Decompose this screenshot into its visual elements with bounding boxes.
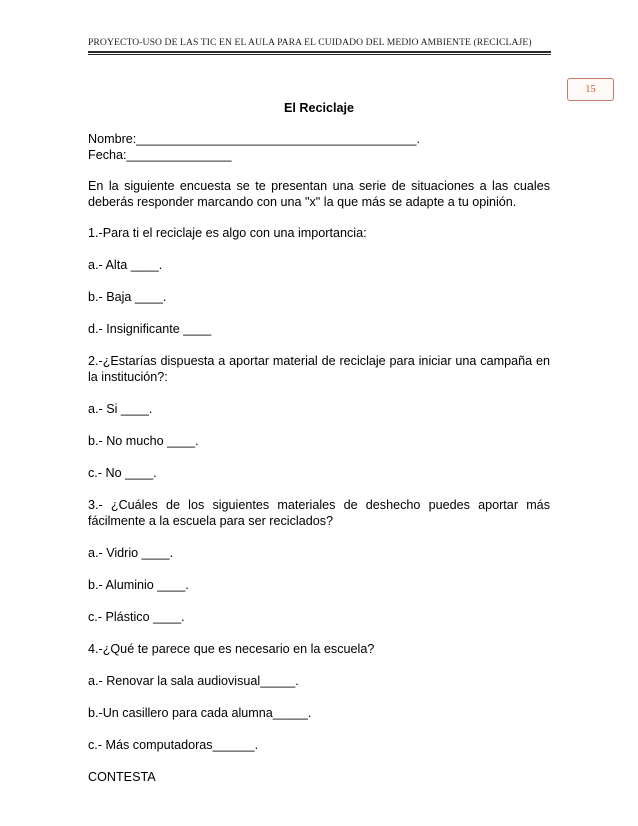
question-4-option-c: c.- Más computadoras______. [88, 738, 259, 752]
survey-intro: En la siguiente encuesta se te presentan una serie de situaciones a las cuales deberás responder marcando con una "x" la que más se adapte a tu opinión. [88, 179, 550, 209]
question-2-option-b: b.- No mucho ____. [88, 434, 199, 448]
header-rule-thick [88, 51, 551, 53]
page-header: PROYECTO-USO DE LAS TIC EN EL AULA PARA EL CUIDADO DEL MEDIO AMBIENTE (RECICLAJE) [88, 37, 532, 48]
question-1: 1.-Para ti el reciclaje es algo con una importancia: [88, 226, 367, 240]
name-field: Nombre:________________________________________. [88, 132, 420, 146]
question-3-option-c: c.- Plástico ____. [88, 610, 185, 624]
question-2: 2.-¿Estarías dispuesta a aportar material de reciclaje para iniciar una campaña en la institución?: [88, 354, 550, 384]
question-3: 3.- ¿Cuáles de los siguientes materiales de deshecho puedes aportar más fácilmente a la escuela para ser reciclados? [88, 498, 550, 528]
date-field: Fecha:_______________ [88, 148, 232, 162]
page-number-badge: 15 [567, 78, 614, 101]
question-4-option-a: a.- Renovar la sala audiovisual_____. [88, 674, 299, 688]
question-3-option-b: b.- Aluminio ____. [88, 578, 189, 592]
question-1-option-d: d.- Insignificante ____ [88, 322, 212, 336]
document-body [88, 100, 550, 785]
question-3-option-a: a.- Vidrio ____. [88, 546, 174, 560]
question-1-option-a: a.- Alta ____. [88, 258, 163, 272]
question-2-option-c: c.- No ____. [88, 466, 157, 480]
question-4-option-b: b.-Un casillero para cada alumna_____. [88, 706, 312, 720]
question-4: 4.-¿Qué te parece que es necesario en la escuela? [88, 642, 375, 656]
header-rule-thin [88, 54, 551, 55]
question-2-option-a: a.- Si ____. [88, 402, 153, 416]
question-1-option-b: b.- Baja ____. [88, 290, 167, 304]
document-title: El Reciclaje [283, 101, 354, 115]
closing-text: CONTESTA [88, 770, 156, 784]
